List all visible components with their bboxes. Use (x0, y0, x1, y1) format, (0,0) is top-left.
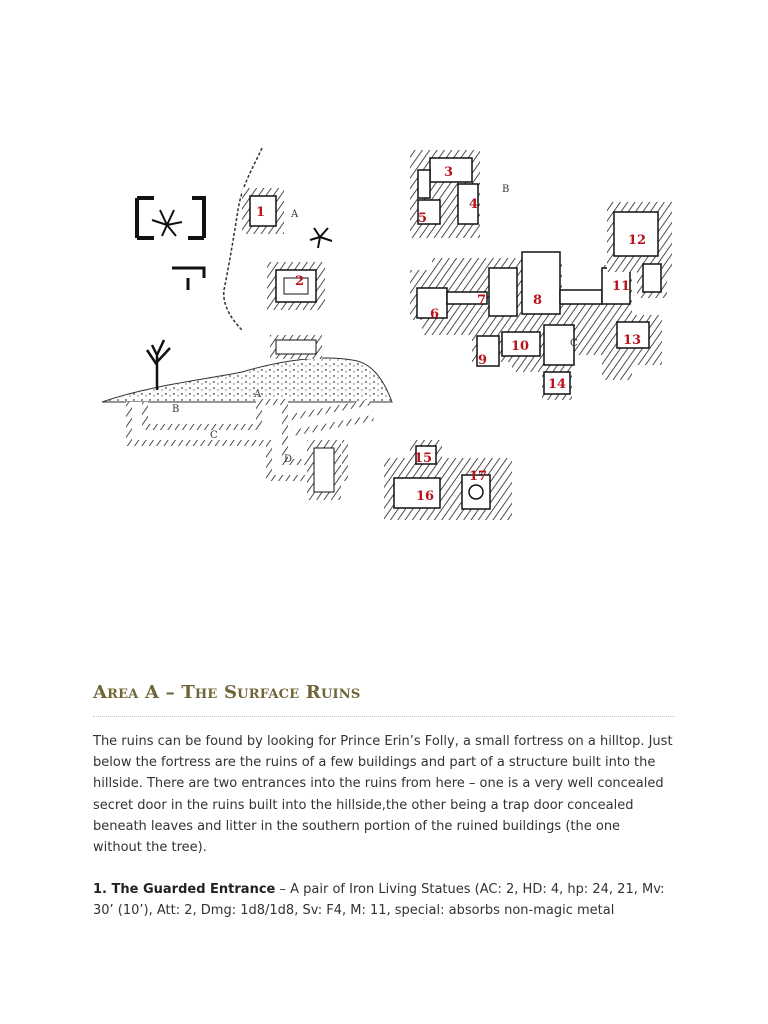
room-label: 6 (430, 307, 440, 322)
dungeon-map (92, 140, 677, 540)
room-label: 8 (533, 293, 543, 308)
room-label: 10 (511, 339, 530, 354)
room-label: 3 (444, 165, 454, 180)
area-letter: B (502, 184, 510, 195)
area-letter: A (254, 389, 262, 400)
entry-paragraph (93, 879, 673, 921)
room-label: 7 (477, 293, 487, 308)
area-letter: B (172, 404, 180, 415)
room-label: 12 (628, 233, 647, 248)
surface-ruins (137, 148, 332, 330)
entry-title: 1. The Guarded Entrance (93, 882, 276, 897)
area-letter: A (291, 209, 299, 220)
room-label: 5 (418, 211, 428, 226)
heading-divider (93, 716, 675, 717)
room-label: 9 (478, 353, 488, 368)
room-label: 2 (295, 274, 305, 289)
intro-paragraph: The ruins can be found by looking for Prince Erin’s Folly, a small fortress on a hilltop. Just below the fortress are the ruins of a few buildings and part of a structure built into the hillside. There are two entrances into the ruins from here – one is a very well concealed secret door in the ruins built into the hillside,the other being a trap door concealed beneath leaves and litter in the southern portion of the ruined buildings (the one without the tree). (93, 734, 673, 856)
hillside-tunnel (102, 335, 392, 500)
room-label: 14 (548, 377, 567, 392)
dungeon-map-drawing (92, 140, 677, 540)
entry-text: – A pair of Iron Living Statues (AC: 2, HD: 4, hp: 24, 21, Mv: 30’ (10’), Att: 2, Dmg: 1d8/1d8, Sv: F4, M: 11, special: absorbs non-magic metal (93, 882, 665, 919)
area-letter: C (210, 430, 218, 441)
section-heading: Area A – The Surface Ruins (93, 682, 361, 703)
room-label: 15 (414, 451, 433, 466)
room-label: 4 (469, 197, 479, 212)
room-label: 13 (623, 333, 642, 348)
room-label: 17 (469, 469, 488, 484)
area-letter: D (284, 454, 293, 465)
room-label: 11 (612, 279, 631, 294)
room-label: 1 (256, 205, 266, 220)
area-letter: C (570, 338, 578, 349)
room-label: 16 (416, 489, 435, 504)
